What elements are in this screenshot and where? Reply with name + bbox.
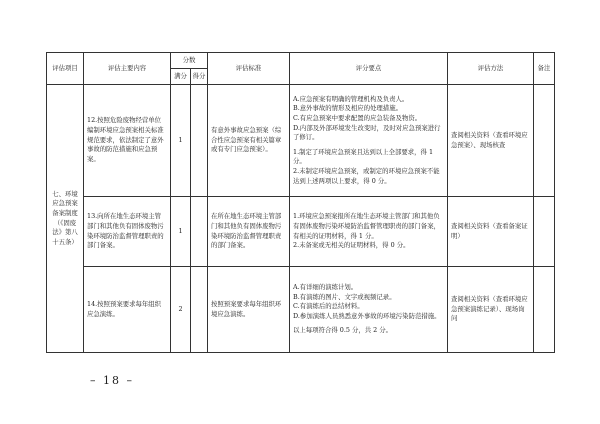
project-cell: 七、环境应急预案备案制度（《固废法》第八十五条） [47,85,84,353]
method-cell: 查阅相关资料（查看环境应急预案演练记录）、现场询问 [448,267,534,353]
points-cell [290,85,448,197]
full-score-cell: 1 [171,197,191,267]
header-standard: 评估标准 [208,53,290,85]
point-line: C.有演练后的总结材料。 [293,302,364,311]
content-cell: 12.按照危险废物经营单位编制环境应急预案相关标准规范要求，依法制定了意外事故的防范措施和应急预案。 [84,85,171,197]
header-got-score: 得分 [191,69,208,85]
point-line: 以上每项符合得 0.5 分，共 2 分。 [293,326,393,335]
table-row [47,85,555,197]
point-line: B.有演练的图片、文字或视频记录。 [293,292,396,301]
remark-cell [534,267,555,353]
header-full-score: 满分 [171,69,191,85]
got-score-cell [191,267,208,353]
full-score-cell: 2 [171,267,191,353]
point-line: 1.环境应急预案报所在地生态环境主管部门和其他负有固体废物污染环境防治监督管理职责的部门备案，有相关的证明材料，得 1 分。 [293,212,440,240]
method-cell: 查阅相关资料（查看环境应急预案）、现场核查 [448,85,534,197]
point-line: A.有详细的演练计划。 [293,282,358,291]
got-score-cell [191,85,208,197]
header-content: 评估主要内容 [84,53,171,85]
header-method: 评估方法 [448,53,534,85]
point-line: D.内部及外部环境发生改变时，及时对应急预案进行了修订。 [293,123,441,142]
points-cell [290,197,448,267]
standard-cell: 按照预案要求每年组织环境应急演练。 [208,267,290,353]
table-row [47,267,555,353]
header-project: 评估项目 [47,53,84,85]
full-score-cell: 1 [171,85,191,197]
remark-cell [534,85,555,197]
point-line: A.应急预案有明确的管理机构及负责人。 [293,94,409,103]
remark-cell [534,197,555,267]
header-score-group: 分数 [171,53,208,69]
header-remark: 备注 [534,53,555,85]
point-line: 2.未备案或无相关的证明材料，得 0 分。 [293,241,410,250]
content-cell: 14.按照预案要求每年组织应急演练。 [84,267,171,353]
page-number: – 18 – [90,374,134,387]
evaluation-table [46,52,555,353]
got-score-cell [191,197,208,267]
point-line: 2.未制定环境应急预案，或制定的环境应急预案不能达到上述两项以上要求，得 0 分。 [293,167,440,185]
point-line: 1.制定了环境应急预案且达到以上全部要求，得 1 分。 [293,147,434,166]
standard-cell: 在所在地生态环境主管部门和其他负有固体废物污染环境防治监督管理职责的部门备案。 [208,197,290,267]
method-cell: 查阅相关资料（查看备案证明） [448,197,534,267]
content-cell: 13.向所在地生态环境主管部门和其他负有固体废物污染环境防治监督管理职责的部门备案。 [84,197,171,267]
point-line: B.意外事故的情形及相应的处理措施。 [293,104,402,113]
table-row [47,197,555,267]
header-points: 评分要点 [290,53,448,85]
header-row-1 [47,53,555,69]
standard-cell: 有意外事故应急预案（综合性应急预案有相关篇章或有专门应急预案）。 [208,85,290,197]
point-line: D.参加演练人员熟悉意外事故的环境污染防范措施。 [293,311,441,320]
point-line: C.有应急预案中要求配置的应急装备及物资。 [293,113,422,122]
points-cell [290,267,448,353]
